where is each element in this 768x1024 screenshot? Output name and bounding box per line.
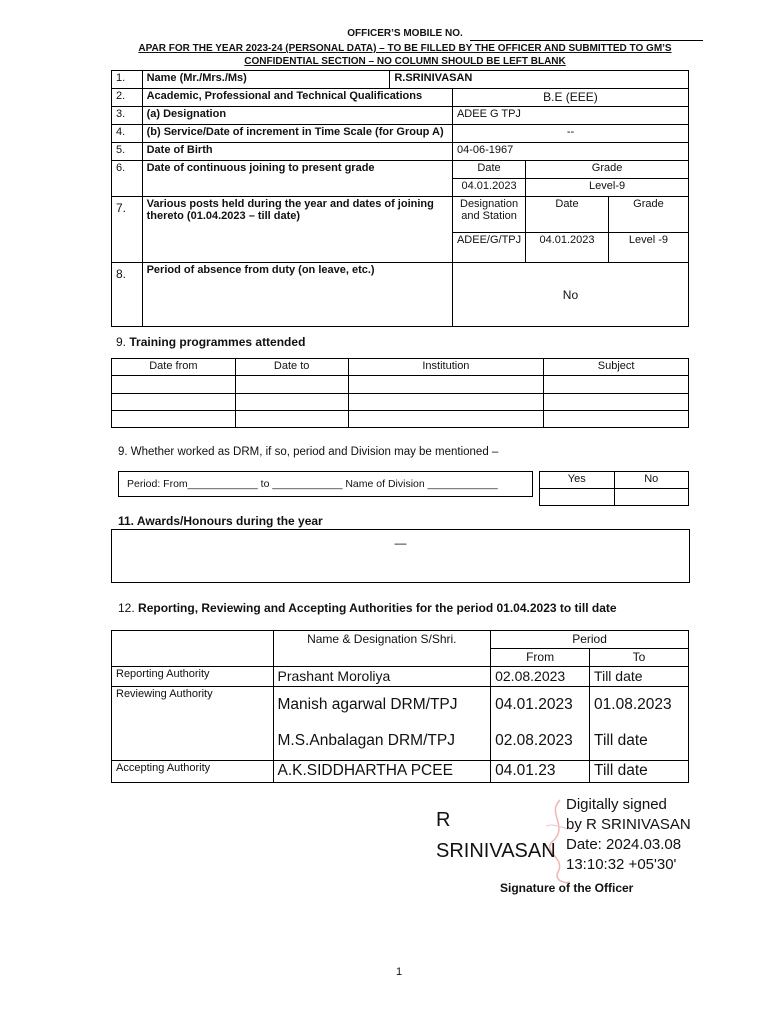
row-number: 5. bbox=[112, 143, 143, 161]
page-number: 1 bbox=[395, 966, 403, 978]
row-number: 6. bbox=[112, 161, 143, 197]
training-cell bbox=[112, 394, 236, 411]
row-number: 7. bbox=[112, 197, 143, 263]
authorities-header-from: From bbox=[491, 649, 590, 667]
awards-title: 11. Awards/Honours during the year bbox=[118, 514, 323, 528]
authorities-title-number: 12. bbox=[118, 601, 135, 615]
name-label: Name (Mr./Mrs./Ms) bbox=[142, 71, 390, 89]
reviewing-authority-label: Reviewing Authority bbox=[112, 687, 274, 761]
drm-period-box bbox=[118, 471, 533, 497]
digital-signature-line-3: Date: 2024.03.08 bbox=[566, 836, 682, 853]
accepting-authority-to: Till date bbox=[590, 761, 689, 783]
training-title-number: 9. bbox=[116, 335, 127, 349]
reviewing-authority-to-2: Till date bbox=[594, 732, 648, 749]
mobile-label: OFFICER’S MOBILE NO. bbox=[347, 28, 463, 39]
row-number: 3. bbox=[112, 107, 143, 125]
training-table bbox=[111, 358, 689, 428]
name-value: R.SRINIVASAN bbox=[390, 71, 689, 89]
training-cell bbox=[112, 411, 236, 428]
digital-signature-line-1: Digitally signed bbox=[566, 796, 667, 813]
posts-designation: ADEE/G/TPJ bbox=[452, 233, 525, 263]
posts-label: Various posts held during the year and dates of joining thereto (01.04.2023 – till date) bbox=[142, 197, 452, 263]
authorities-title bbox=[118, 601, 617, 615]
awards-value: — bbox=[394, 536, 407, 550]
posts-grade-header: Grade bbox=[608, 197, 688, 233]
training-cell bbox=[544, 376, 689, 394]
drm-no-cell bbox=[614, 489, 688, 506]
joining-grade: Level-9 bbox=[526, 179, 689, 197]
drm-yes-no-table bbox=[539, 471, 689, 506]
authorities-header-period: Period bbox=[491, 631, 689, 649]
digital-signature-block bbox=[566, 795, 691, 875]
title-line-2: CONFIDENTIAL SECTION – NO COLUMN SHOULD BE LEFT BLANK bbox=[244, 56, 566, 67]
training-header-subject: Subject bbox=[544, 359, 689, 376]
posts-designation-header: Designation and Station bbox=[452, 197, 525, 233]
signature-name-line-2: SRINIVASAN bbox=[436, 840, 556, 862]
row-number: 1. bbox=[112, 71, 143, 89]
absence-value: No bbox=[452, 263, 688, 327]
awards-box bbox=[111, 529, 690, 583]
row-number: 2. bbox=[112, 89, 143, 107]
reviewing-authority-from bbox=[491, 687, 590, 761]
authorities-title-text: Reporting, Reviewing and Accepting Authorities for the period 01.04.2023 to till date bbox=[138, 601, 617, 615]
reviewing-authority-to bbox=[590, 687, 689, 761]
posts-date-header: Date bbox=[526, 197, 609, 233]
joining-grade-header: Grade bbox=[526, 161, 689, 179]
training-title bbox=[116, 335, 305, 349]
reviewing-authority-names bbox=[273, 687, 491, 761]
reporting-authority-label: Reporting Authority bbox=[112, 667, 274, 687]
posts-grade: Level -9 bbox=[608, 233, 688, 263]
drm-yes-label: Yes bbox=[540, 472, 615, 489]
joining-date: 04.01.2023 bbox=[452, 179, 525, 197]
accepting-authority-label: Accepting Authority bbox=[112, 761, 274, 783]
absence-label: Period of absence from duty (on leave, etc.) bbox=[142, 263, 452, 327]
training-cell bbox=[544, 394, 689, 411]
authorities-header-name: Name & Designation S/Shri. bbox=[273, 631, 491, 667]
reporting-authority-name: Prashant Moroliya bbox=[273, 667, 491, 687]
authorities-header-blank bbox=[112, 631, 274, 667]
digital-signature-line-2: by R SRINIVASAN bbox=[566, 816, 691, 833]
dob-value: 04-06-1967 bbox=[452, 143, 688, 161]
dob-label: Date of Birth bbox=[142, 143, 452, 161]
reviewing-authority-name-2: M.S.Anbalagan DRM/TPJ bbox=[277, 732, 455, 749]
reporting-authority-from: 02.08.2023 bbox=[491, 667, 590, 687]
signature-caption: Signature of the Officer bbox=[500, 881, 634, 895]
accepting-authority-from: 04.01.23 bbox=[491, 761, 590, 783]
personal-data-table bbox=[111, 70, 689, 327]
reviewing-authority-name-1: Manish agarwal DRM/TPJ bbox=[277, 696, 458, 713]
training-cell bbox=[235, 411, 348, 428]
training-cell bbox=[235, 376, 348, 394]
drm-no-label: No bbox=[614, 472, 688, 489]
drm-yes-cell bbox=[540, 489, 615, 506]
reviewing-authority-to-1: 01.08.2023 bbox=[594, 696, 672, 713]
training-cell bbox=[348, 411, 544, 428]
drm-question: 9. Whether worked as DRM, if so, period and Division may be mentioned – bbox=[118, 446, 499, 458]
joining-date-header: Date bbox=[452, 161, 525, 179]
service-label: (b) Service/Date of increment in Time Scale (for Group A) bbox=[142, 125, 452, 143]
accepting-authority-name: A.K.SIDDHARTHA PCEE bbox=[273, 761, 491, 783]
drm-period-text: Period: From____________ to ____________ Name of Division ____________ bbox=[127, 478, 498, 490]
training-cell bbox=[544, 411, 689, 428]
posts-date: 04.01.2023 bbox=[526, 233, 609, 263]
training-cell bbox=[348, 376, 544, 394]
authorities-header-to: To bbox=[590, 649, 689, 667]
reviewing-authority-from-2: 02.08.2023 bbox=[495, 732, 573, 749]
qualifications-label: Academic, Professional and Technical Qualifications bbox=[142, 89, 452, 107]
joining-label: Date of continuous joining to present grade bbox=[142, 161, 452, 197]
training-cell bbox=[235, 394, 348, 411]
training-cell bbox=[112, 376, 236, 394]
reviewing-authority-from-1: 04.01.2023 bbox=[495, 696, 573, 713]
digital-signature-line-4: 13:10:32 +05'30' bbox=[566, 856, 677, 873]
mobile-underline bbox=[470, 40, 703, 41]
row-number: 8. bbox=[112, 263, 143, 327]
training-cell bbox=[348, 394, 544, 411]
training-header-date-from: Date from bbox=[112, 359, 236, 376]
designation-label: (a) Designation bbox=[142, 107, 452, 125]
title-line-1: APAR FOR THE YEAR 2023-24 (PERSONAL DATA) – TO BE FILLED BY THE OFFICER AND SUBMITTED TO GM’S bbox=[138, 43, 672, 54]
training-title-text: Training programmes attended bbox=[129, 335, 306, 349]
training-header-date-to: Date to bbox=[235, 359, 348, 376]
reporting-authority-to: Till date bbox=[590, 667, 689, 687]
row-number: 4. bbox=[112, 125, 143, 143]
authorities-table bbox=[111, 630, 689, 783]
training-header-institution: Institution bbox=[348, 359, 544, 376]
service-value: -- bbox=[452, 125, 688, 143]
designation-value: ADEE G TPJ bbox=[452, 107, 688, 125]
signature-name-line-1: R bbox=[436, 809, 451, 831]
qualifications-value: B.E (EEE) bbox=[452, 89, 688, 107]
